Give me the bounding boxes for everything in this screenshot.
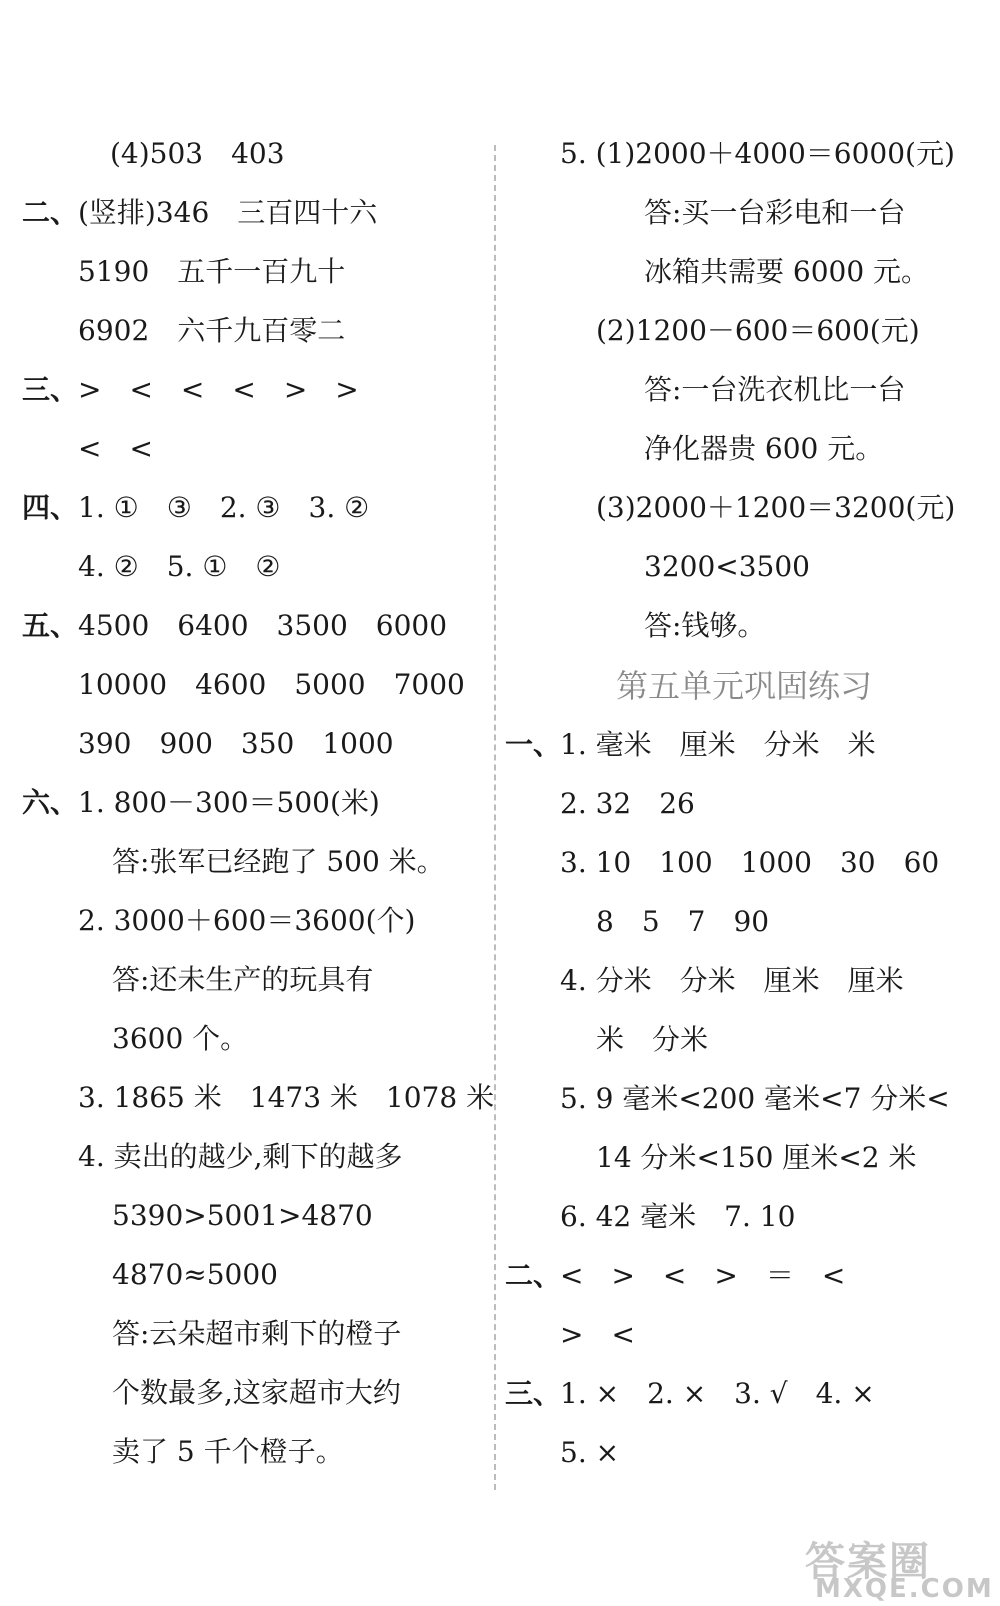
section-title: 第五单元巩固练习 xyxy=(616,667,873,705)
answer-line: < > < > ＝ < xyxy=(560,1259,846,1292)
answer-line: (竖排)346 三百四十六 xyxy=(78,196,378,229)
answer-line: 4. 卖出的越少,剩下的越多 xyxy=(78,1140,403,1173)
answer-line: (2)1200－600＝600(元) xyxy=(596,314,920,347)
answer-line: 1. ① ③ 2. ③ 3. ② xyxy=(78,491,370,524)
section-number: 五、 xyxy=(22,609,79,642)
answer-line: 净化器贵 600 元。 xyxy=(644,432,884,465)
column-divider xyxy=(494,145,496,1490)
answer-line: 6902 六千九百零二 xyxy=(78,314,346,347)
answer-line: 米 分米 xyxy=(596,1023,709,1056)
answer-line: 390 900 350 1000 xyxy=(78,727,394,760)
answer-line: 10000 4600 5000 7000 xyxy=(78,668,465,701)
answer-line: 5390>5001>4870 xyxy=(112,1199,373,1232)
answer-line: 3600 个。 xyxy=(112,1022,249,1055)
watermark-text: 答案圈 xyxy=(805,1539,931,1585)
answer-line: 冰箱共需要 6000 元。 xyxy=(644,255,930,288)
answer-line: 4. ② 5. ① ② xyxy=(78,550,281,583)
answer-line: 14 分米<150 厘米<2 米 xyxy=(596,1141,917,1174)
answer-line: 4. 分米 分米 厘米 厘米 xyxy=(560,964,904,997)
section-number: 二、 xyxy=(505,1259,562,1292)
answer-line: 2. 3000＋600＝3600(个) xyxy=(78,904,416,937)
watermark-logo xyxy=(805,1530,994,1604)
answer-line: 答:买一台彩电和一台 xyxy=(644,196,906,229)
answer-line: (3)2000＋1200＝3200(元) xyxy=(596,491,956,524)
answer-line: (4)503 403 xyxy=(110,137,285,170)
answer-line: 3. 10 100 1000 30 60 xyxy=(560,846,940,879)
section-number: 三、 xyxy=(22,373,79,406)
answer-line: 6. 42 毫米 7. 10 xyxy=(560,1200,796,1233)
watermark-url: MXQE.COM xyxy=(815,1574,994,1604)
answer-line: < < xyxy=(78,432,153,465)
answer-line: 8 5 7 90 xyxy=(596,905,770,938)
answer-line: 1. 800－300＝500(米) xyxy=(78,786,380,819)
answer-line: 5. (1)2000＋4000＝6000(元) xyxy=(560,137,955,170)
answer-line: 5. × xyxy=(560,1436,620,1469)
section-number: 一、 xyxy=(505,728,562,761)
answer-line: 1. 毫米 厘米 分米 米 xyxy=(560,728,876,761)
answer-line: 4870≈5000 xyxy=(112,1258,278,1291)
answer-line: 5. 9 毫米<200 毫米<7 分米< xyxy=(560,1082,950,1115)
answer-line: 5190 五千一百九十 xyxy=(78,255,346,288)
answer-line: 1. × 2. × 3. √ 4. × xyxy=(560,1377,875,1410)
answer-line: 3. 1865 米 1473 米 1078 米 xyxy=(78,1081,495,1114)
answer-line: 3200<3500 xyxy=(644,550,810,583)
answer-line: > < xyxy=(560,1318,635,1351)
answer-line: 4500 6400 3500 6000 xyxy=(78,609,448,642)
section-number: 三、 xyxy=(505,1377,562,1410)
answer-line: 答:张军已经跑了 500 米。 xyxy=(112,845,445,878)
answer-line: > < < < > > xyxy=(78,373,359,406)
answer-line: 答:钱够。 xyxy=(644,609,766,642)
answer-line: 答:云朵超市剩下的橙子 xyxy=(112,1317,402,1350)
answer-line: 答:一台洗衣机比一台 xyxy=(644,373,906,406)
section-number: 二、 xyxy=(22,196,79,229)
answer-line: 2. 32 26 xyxy=(560,787,695,820)
answer-line: 卖了 5 千个橙子。 xyxy=(112,1435,344,1468)
section-number: 四、 xyxy=(22,491,79,524)
section-number: 六、 xyxy=(22,786,79,819)
answer-line: 答:还未生产的玩具有 xyxy=(112,963,374,996)
answer-line: 个数最多,这家超市大约 xyxy=(112,1376,401,1409)
